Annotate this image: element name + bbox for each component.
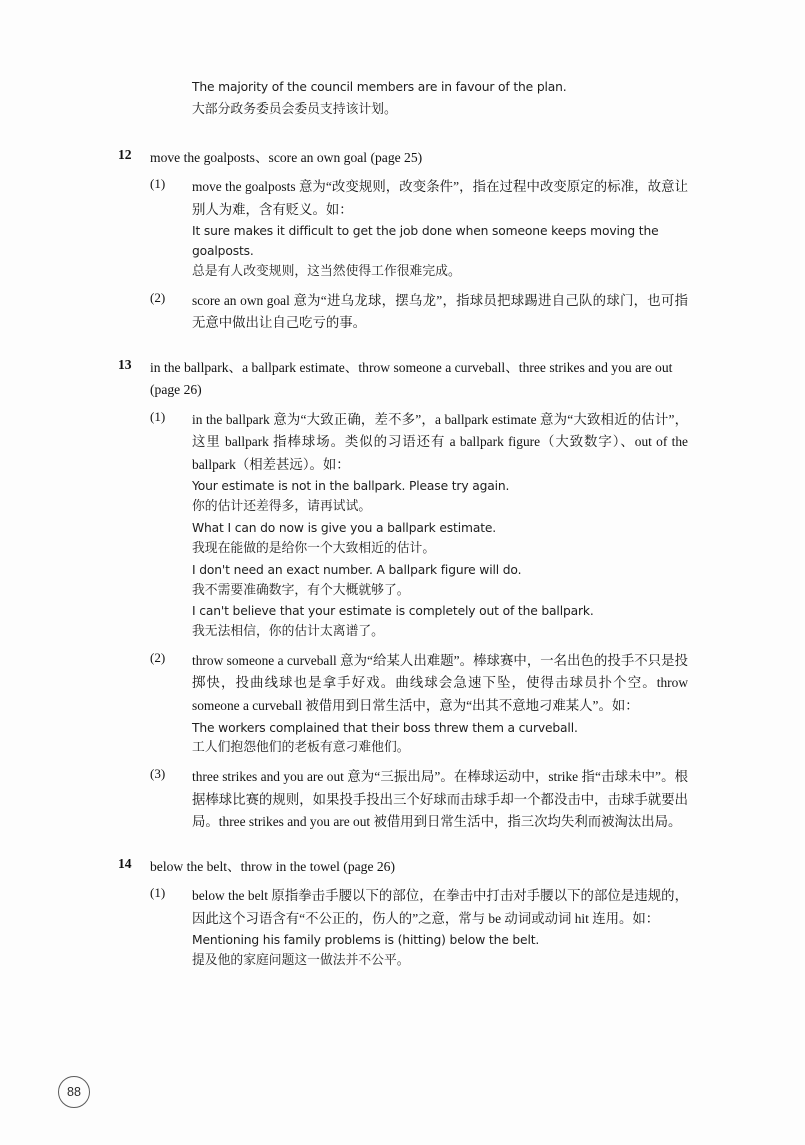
entry-headword: in the ballpark、a ballpark estimate、throw someone a curveball、three strikes and you are out (page 26) [150, 359, 673, 398]
sub-item-marker: (1) [150, 408, 166, 424]
sub-item-text: in the ballpark 意为“大致正确，差不多”，a ballpark estimate 意为“大致相近的估计”，这里 ballpark 指棒球场。类似的习语还有 a ballpark figure（大致数字）、out of the ballpark（相差甚远）。如： [192, 411, 688, 472]
entry-14 [118, 856, 688, 972]
lead-example-block [192, 78, 688, 121]
entry-number: 13 [118, 356, 132, 372]
example [192, 519, 688, 560]
example [192, 222, 688, 283]
sub-item-body [192, 290, 688, 335]
sub-item-text: three strikes and you are out 意为“三振出局”。在棒球运动中，strike 指“击球未中”。根据棒球比赛的规则，如果投手投出三个好球而击球手却一个都没击中，击球手就要出局。three strikes and you are out 被借用到日常生活中，指三次均失利而被淘汰出局。 [192, 769, 688, 830]
example-zh: 我不需要准确数字，有个大概就够了。 [192, 582, 410, 598]
example [192, 602, 688, 643]
sub-item-body [192, 650, 688, 759]
sub-item [150, 290, 688, 335]
example-zh: 我无法相信，你的估计太离谱了。 [192, 624, 384, 640]
entry-headword: below the belt、throw in the towel (page 26) [150, 858, 395, 874]
sub-item-text: throw someone a curveball 意为“给某人出难题”。棒球赛中，一名出色的投手不只是投掷快，投曲线球也是拿手好戏。曲线球会急速下坠，使得击球员扑个空。throw someone a curveball 被借用到日常生活中，意为“出其不意地刁难某人”。如： [192, 652, 688, 713]
lead-example-en: The majority of the council members are in favour of the plan. [192, 80, 567, 94]
example [192, 931, 688, 972]
sub-item-body [192, 409, 688, 643]
example-zh: 你的估计还差得多，请再试试。 [192, 499, 372, 515]
example-en: It sure makes it difficult to get the job done when someone keeps moving the goalposts. [192, 224, 659, 259]
sub-item-marker: (2) [150, 649, 166, 665]
sub-item [150, 885, 688, 972]
sub-item [150, 650, 688, 759]
example-zh: 工人们抱怨他们的老板有意刁难他们。 [192, 740, 410, 756]
entry-number: 12 [118, 146, 132, 162]
example-en: The workers complained that their boss threw them a curveball. [192, 720, 578, 735]
example-en: I can't believe that your estimate is completely out of the ballpark. [192, 604, 594, 619]
sub-item [150, 409, 688, 643]
sub-item-text: move the goalposts 意为“改变规则，改变条件”，指在过程中改变原定的标准，故意让别人为难，含有贬义。如： [192, 179, 688, 217]
example-en: What I can do now is give you a ballpark estimate. [192, 521, 497, 536]
example [192, 561, 688, 602]
sub-item-marker: (1) [150, 176, 166, 192]
lead-example-zh: 大部分政务委员会委员支持该计划。 [192, 101, 397, 117]
entry-headword: move the goalposts、score an own goal (page 25) [150, 149, 423, 165]
example [192, 719, 688, 760]
example [192, 477, 688, 518]
entry-12 [118, 147, 688, 335]
entry-number: 14 [118, 855, 132, 871]
example-en: Mentioning his family problems is (hitting) below the belt. [192, 933, 540, 948]
sub-item-marker: (1) [150, 885, 166, 901]
sub-item-body [192, 766, 688, 834]
sub-item-body [192, 176, 688, 283]
example-zh: 我现在能做的是给你一个大致相近的估计。 [192, 540, 436, 556]
entry-13 [118, 357, 688, 834]
example-en: I don't need an exact number. A ballpark figure will do. [192, 562, 522, 577]
example-en: Your estimate is not in the ballpark. Please try again. [192, 479, 510, 494]
page-number: 88 [58, 1076, 90, 1108]
page-content [118, 78, 688, 994]
sub-item [150, 766, 688, 834]
sub-item-body [192, 885, 688, 972]
example-zh: 提及他的家庭问题这一做法并不公平。 [192, 953, 410, 969]
sub-item [150, 176, 688, 283]
example-zh: 总是有人改变规则，这当然使得工作很难完成。 [192, 264, 461, 280]
sub-item-marker: (3) [150, 766, 166, 782]
sub-item-text: below the belt 原指拳击手腰以下的部位，在拳击中打击对手腰以下的部位是违规的，因此这个习语含有“不公正的，伤人的”之意，常与 be 动词或动词 hit 连用。如： [192, 888, 688, 926]
sub-item-marker: (2) [150, 289, 166, 305]
sub-item-text: score an own goal 意为“进乌龙球，摆乌龙”，指球员把球踢进自己队的球门，也可指无意中做出让自己吃亏的事。 [192, 292, 688, 331]
